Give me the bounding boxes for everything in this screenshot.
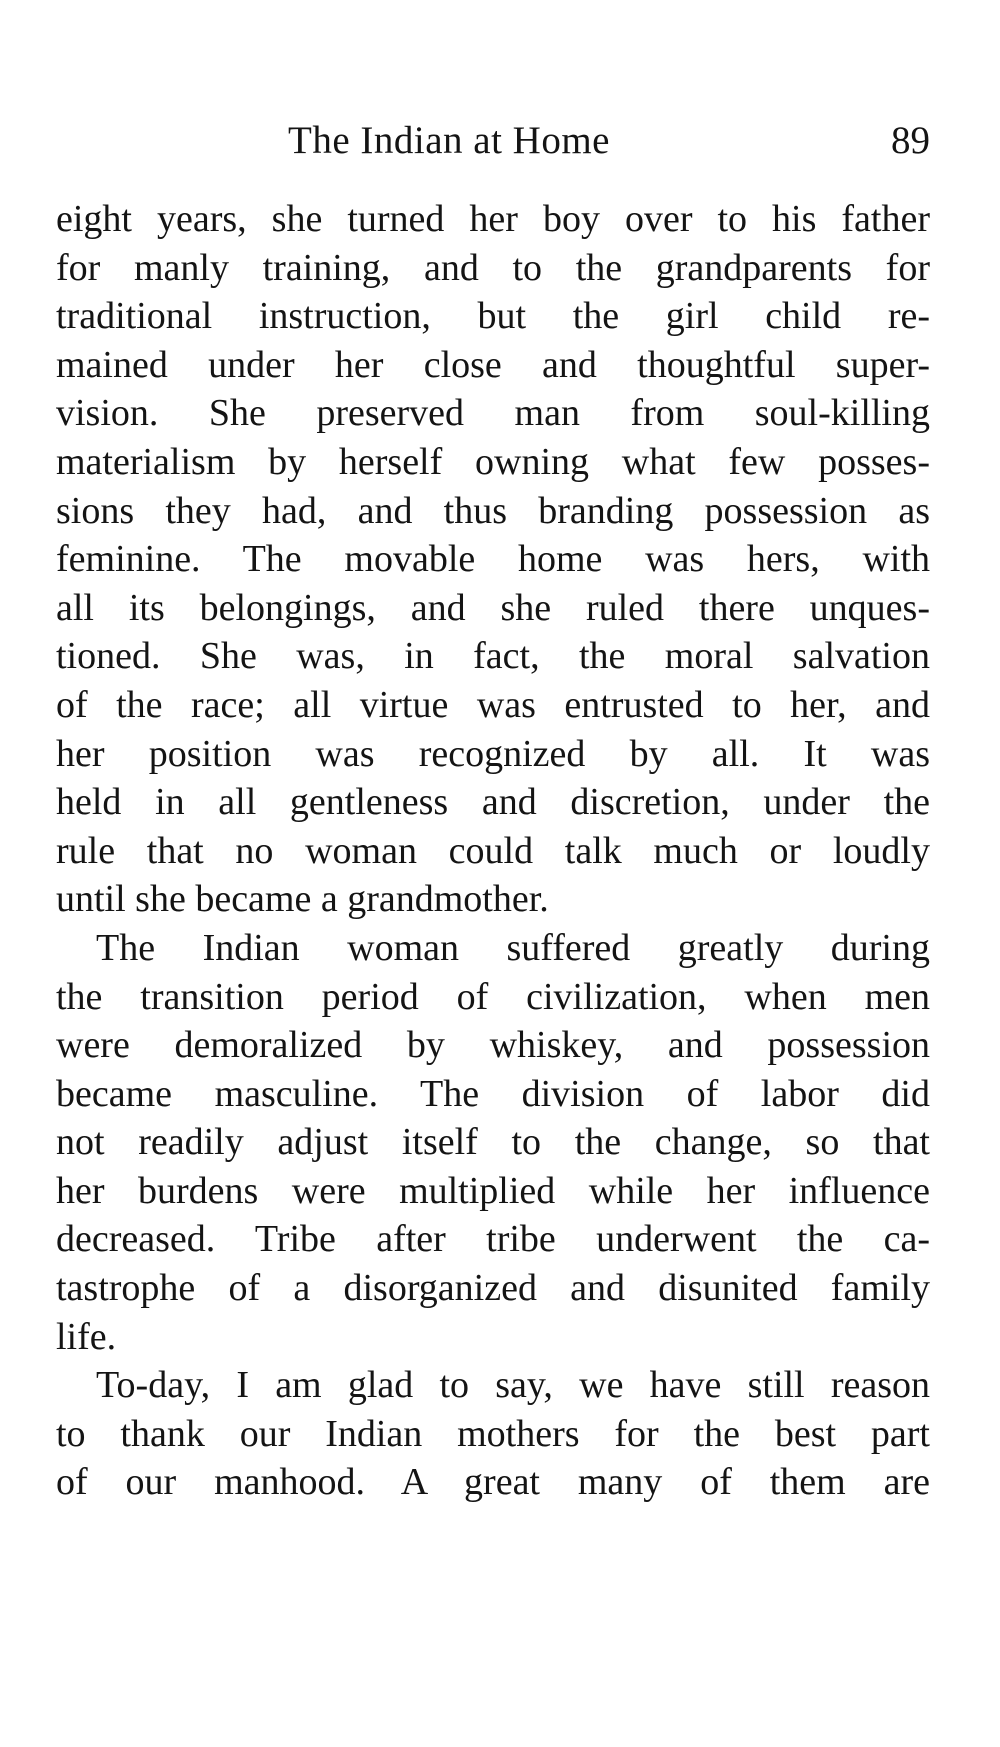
text-line: her position was recognized by all. It was — [56, 732, 930, 775]
text-line: her burdens were multiplied while her influence — [56, 1169, 930, 1212]
body-text — [56, 195, 930, 1507]
text-line: of our manhood. A great many of them are — [56, 1461, 930, 1504]
text-line: of the race; all virtue was entrusted to her, and — [56, 683, 930, 726]
text-line: all its belongings, and she ruled there unques- — [56, 586, 930, 629]
text-line: were demoralized by whiskey, and possession — [56, 1024, 930, 1067]
running-head — [56, 118, 930, 178]
text-line: tastrophe of a disorganized and disunited family — [56, 1267, 930, 1310]
text-line: tioned. She was, in fact, the moral salvation — [56, 635, 930, 678]
paragraph-3 — [56, 1361, 930, 1507]
text-line: To-day, I am glad to say, we have still reason — [96, 1364, 930, 1407]
page-number: 89 — [891, 119, 930, 162]
text-line: feminine. The movable home was hers, with — [56, 538, 930, 581]
paragraph-1 — [56, 195, 930, 924]
text-line: traditional instruction, but the girl child re- — [56, 295, 930, 338]
text-line: sions they had, and thus branding possession as — [56, 489, 930, 532]
text-line: mained under her close and thoughtful super- — [56, 343, 930, 386]
text-line: decreased. Tribe after tribe underwent the ca- — [56, 1218, 930, 1261]
text-line: became masculine. The division of labor did — [56, 1072, 930, 1115]
running-title: The Indian at Home — [288, 119, 610, 162]
text-line: until she became a grandmother. — [56, 878, 549, 921]
paragraph-2 — [56, 924, 930, 1361]
text-line: rule that no woman could talk much or loudly — [56, 829, 930, 872]
text-line: The Indian woman suffered greatly during — [96, 926, 930, 969]
text-line: to thank our Indian mothers for the best part — [56, 1412, 930, 1455]
text-line: life. — [56, 1315, 117, 1358]
text-line: vision. She preserved man from soul-killing — [56, 392, 930, 435]
text-line: materialism by herself owning what few posses- — [56, 440, 930, 483]
text-line: not readily adjust itself to the change, so that — [56, 1121, 930, 1164]
text-line: eight years, she turned her boy over to his father — [56, 198, 930, 240]
text-line: the transition period of civilization, when men — [56, 975, 930, 1018]
text-line: for manly training, and to the grandparents for — [56, 246, 930, 289]
text-line: held in all gentleness and discretion, under the — [56, 781, 930, 824]
